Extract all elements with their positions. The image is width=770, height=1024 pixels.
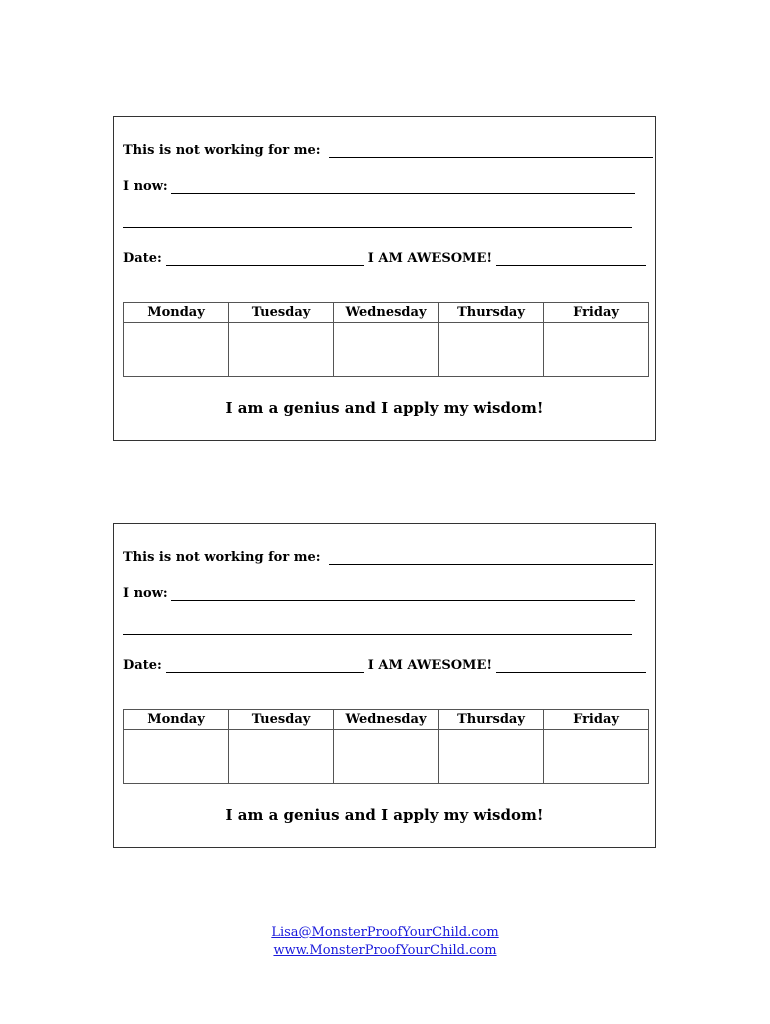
- weekday-table: [123, 302, 649, 377]
- day-cell-friday[interactable]: [544, 323, 649, 377]
- day-header-thursday: Thursday: [439, 710, 544, 730]
- awesome-blank[interactable]: [496, 251, 646, 266]
- date-blank[interactable]: [166, 658, 364, 673]
- day-header-wednesday: Wednesday: [334, 303, 439, 323]
- day-cell-tuesday[interactable]: [229, 730, 334, 784]
- tracking-card-2: [113, 523, 656, 848]
- motto: I am a genius and I apply my wisdom!: [225, 806, 544, 824]
- continuation-line: [123, 620, 632, 635]
- date-blank[interactable]: [166, 251, 364, 266]
- motto: I am a genius and I apply my wisdom!: [225, 399, 544, 417]
- not-working-blank[interactable]: [329, 143, 653, 158]
- date-awesome-line: [123, 658, 646, 673]
- day-cell-friday[interactable]: [544, 730, 649, 784]
- awesome-blank[interactable]: [496, 658, 646, 673]
- not-working-blank[interactable]: [329, 550, 653, 565]
- not-working-label: This is not working for me:: [123, 143, 321, 158]
- i-now-blank[interactable]: [171, 179, 635, 194]
- awesome-label: I AM AWESOME!: [367, 658, 493, 673]
- date-label: Date:: [123, 251, 162, 266]
- not-working-line: [123, 550, 653, 565]
- day-cell-monday[interactable]: [124, 730, 229, 784]
- continuation-line: [123, 213, 632, 228]
- i-now-line: [123, 179, 635, 194]
- day-header-tuesday: Tuesday: [229, 710, 334, 730]
- day-header-thursday: Thursday: [439, 303, 544, 323]
- day-header-monday: Monday: [124, 710, 229, 730]
- date-label: Date:: [123, 658, 162, 673]
- i-now-label: I now:: [123, 586, 168, 601]
- website-link[interactable]: www.MonsterProofYourChild.com: [273, 943, 497, 958]
- day-cell-monday[interactable]: [124, 323, 229, 377]
- date-awesome-line: [123, 251, 646, 266]
- day-header-tuesday: Tuesday: [229, 303, 334, 323]
- day-header-monday: Monday: [124, 303, 229, 323]
- i-now-blank[interactable]: [171, 586, 635, 601]
- continuation-blank[interactable]: [123, 620, 632, 635]
- i-now-line: [123, 586, 635, 601]
- day-cell-wednesday[interactable]: [334, 730, 439, 784]
- footer: [0, 924, 770, 960]
- email-link[interactable]: Lisa@MonsterProofYourChild.com: [271, 925, 499, 940]
- not-working-label: This is not working for me:: [123, 550, 321, 565]
- day-cell-tuesday[interactable]: [229, 323, 334, 377]
- day-header-wednesday: Wednesday: [334, 710, 439, 730]
- tracking-card-1: [113, 116, 656, 441]
- day-header-friday: Friday: [544, 303, 649, 323]
- day-cell-thursday[interactable]: [439, 323, 544, 377]
- day-cell-thursday[interactable]: [439, 730, 544, 784]
- i-now-label: I now:: [123, 179, 168, 194]
- day-cell-wednesday[interactable]: [334, 323, 439, 377]
- not-working-line: [123, 143, 653, 158]
- awesome-label: I AM AWESOME!: [367, 251, 493, 266]
- continuation-blank[interactable]: [123, 213, 632, 228]
- weekday-table: [123, 709, 649, 784]
- day-header-friday: Friday: [544, 710, 649, 730]
